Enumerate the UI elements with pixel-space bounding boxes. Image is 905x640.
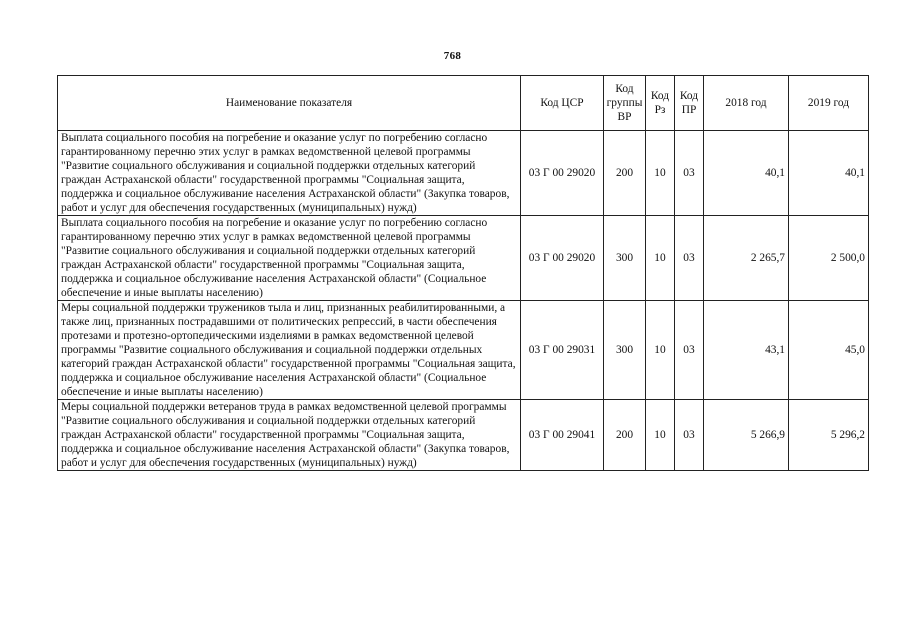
row-vr: 300 (604, 301, 646, 400)
row-csr: 03 Г 00 29020 (521, 216, 604, 301)
table-row (58, 216, 869, 301)
header-pr (675, 76, 704, 131)
row-name: Выплата социального пособия на погребение и оказание услуг по погребению согласно гарантированному перечню этих услуг в рамках ведомственной целевой программы "Развитие социального обслуживания и социальной поддержки отдельных категорий граждан Астраханской области" государственной программы "Социальная защита, поддержка и социальное обслуживание населения Астраханской области" (Социальное обеспечение и иные выплаты населению) (58, 216, 521, 301)
row-rz: 10 (646, 301, 675, 400)
row-pr: 03 (675, 400, 704, 471)
table-row (58, 301, 869, 400)
page-number: 768 (443, 50, 462, 62)
header-vr-line: группы (606, 97, 643, 109)
row-2019: 2 500,0 (789, 216, 869, 301)
row-rz: 10 (646, 131, 675, 216)
row-pr: 03 (675, 216, 704, 301)
row-pr: 03 (675, 301, 704, 400)
table-row (58, 131, 869, 216)
row-2019: 40,1 (789, 131, 869, 216)
row-2018: 2 265,7 (704, 216, 789, 301)
row-csr: 03 Г 00 29041 (521, 400, 604, 471)
row-csr: 03 Г 00 29020 (521, 131, 604, 216)
row-2018: 43,1 (704, 301, 789, 400)
row-2019: 45,0 (789, 301, 869, 400)
header-row (58, 76, 869, 131)
budget-table (57, 75, 869, 471)
header-vr-line: ВР (617, 111, 632, 123)
row-2018: 5 266,9 (704, 400, 789, 471)
header-2018: 2018 год (704, 76, 789, 131)
row-2019: 5 296,2 (789, 400, 869, 471)
row-csr: 03 Г 00 29031 (521, 301, 604, 400)
row-pr: 03 (675, 131, 704, 216)
header-rz-line: Код (650, 90, 670, 102)
header-pr-line: ПР (681, 104, 697, 116)
header-2019: 2019 год (789, 76, 869, 131)
header-rz-line: Рз (654, 104, 666, 116)
row-2018: 40,1 (704, 131, 789, 216)
row-vr: 200 (604, 131, 646, 216)
header-rz (646, 76, 675, 131)
row-vr: 200 (604, 400, 646, 471)
row-vr: 300 (604, 216, 646, 301)
table-row (58, 400, 869, 471)
header-name: Наименование показателя (58, 76, 521, 131)
header-csr: Код ЦСР (521, 76, 604, 131)
header-vr-line: Код (615, 83, 634, 95)
row-name: Выплата социального пособия на погребение и оказание услуг по погребению согласно гарантированному перечню этих услуг в рамках ведомственной целевой программы "Развитие социального обслуживания и социальной поддержки отдельных категорий граждан Астраханской области" государственной программы "Социальная защита, поддержка и социальное обслуживание населения Астраханской области" (Закупка товаров, работ и услуг для обеспечения государственных (муниципальных) нужд) (58, 131, 521, 216)
header-vr (604, 76, 646, 131)
row-rz: 10 (646, 216, 675, 301)
row-name: Меры социальной поддержки тружеников тыла и лиц, признанных реабилитированными, а также лиц, признанных пострадавшими от политических репрессий, в части обеспечения протезами и протезно-ортопедическими изделиями в рамках ведомственной целевой программы "Развитие социального обслуживания и социальной поддержки отдельных категорий граждан Астраханской области" государственной программы "Социальная защита, поддержка и социальное обслуживание населения Астраханской области" (Социальное обеспечение и иные выплаты населению) (58, 301, 521, 400)
row-rz: 10 (646, 400, 675, 471)
row-name: Меры социальной поддержки ветеранов труда в рамках ведомственной целевой программы "Развитие социального обслуживания и социальной поддержки отдельных категорий граждан Астраханской области" государственной программы "Социальная защита, поддержка и социальное обслуживание населения Астраханской области" (Закупка товаров, работ и услуг для обеспечения государственных (муниципальных) нужд) (58, 400, 521, 471)
header-pr-line: Код (679, 90, 699, 102)
